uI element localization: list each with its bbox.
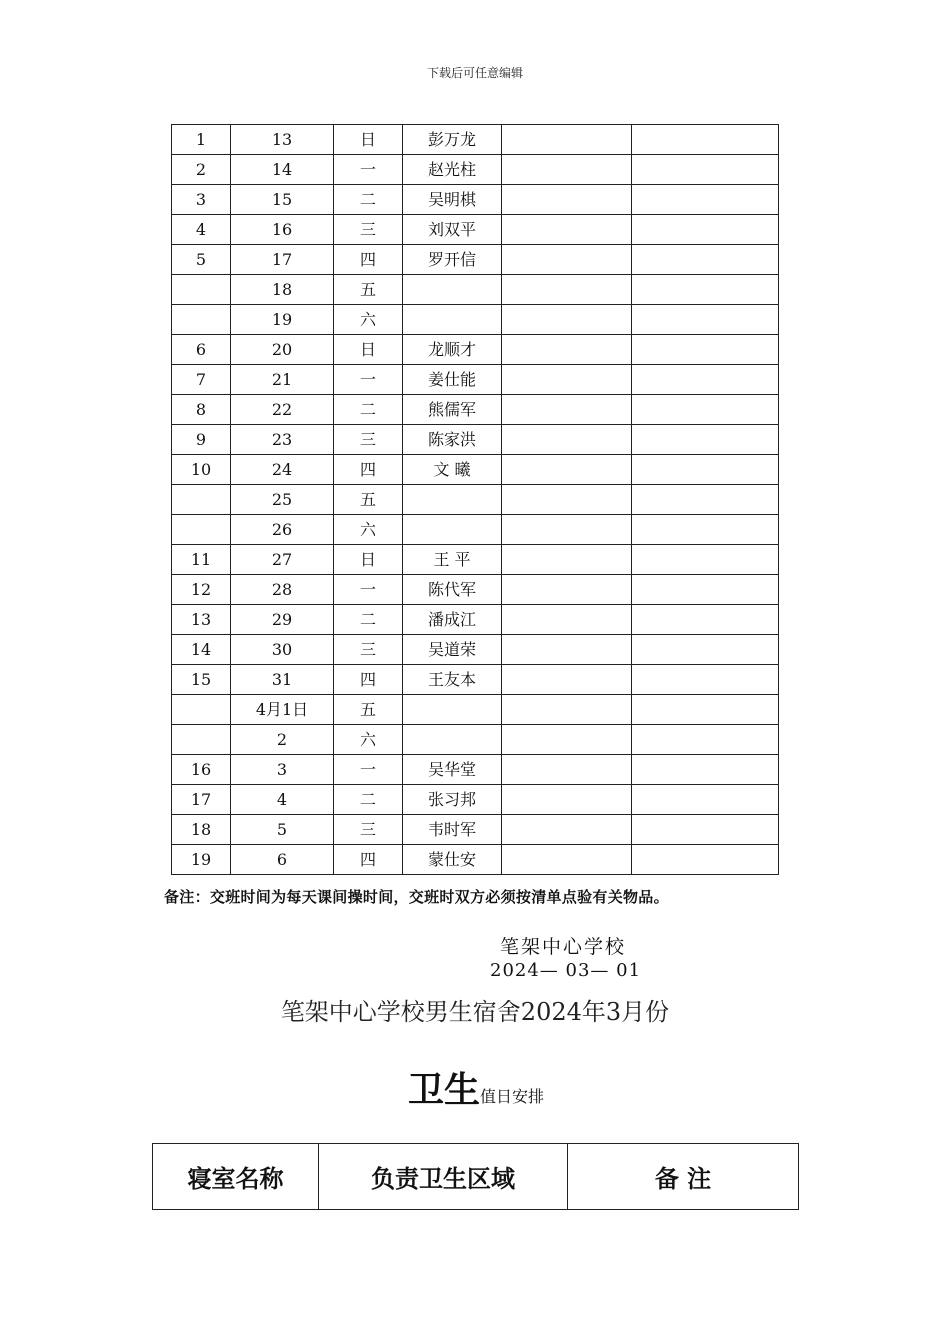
cell-name: 赵光柱 — [403, 155, 502, 185]
header-hygiene-area: 负责卫生区域 — [319, 1144, 568, 1210]
table-row — [172, 605, 779, 635]
cell-row-number: 6 — [172, 335, 231, 365]
cell-weekday: 六 — [334, 725, 403, 755]
cell-weekday: 三 — [334, 635, 403, 665]
cell-date: 27 — [231, 545, 334, 575]
cell-name: 陈家洪 — [403, 425, 502, 455]
cell-weekday: 日 — [334, 335, 403, 365]
cell-blank-a — [502, 575, 632, 605]
hygiene-header-row — [153, 1144, 799, 1210]
cell-date: 18 — [231, 275, 334, 305]
cell-row-number: 15 — [172, 665, 231, 695]
cell-name — [403, 725, 502, 755]
cell-date: 3 — [231, 755, 334, 785]
cell-name: 王友本 — [403, 665, 502, 695]
cell-blank-a — [502, 425, 632, 455]
cell-blank-b — [632, 335, 779, 365]
cell-blank-b — [632, 605, 779, 635]
table-row — [172, 185, 779, 215]
cell-date: 21 — [231, 365, 334, 395]
cell-row-number: 13 — [172, 605, 231, 635]
cell-name: 吴华堂 — [403, 755, 502, 785]
cell-row-number: 2 — [172, 155, 231, 185]
cell-date: 19 — [231, 305, 334, 335]
cell-name: 韦时军 — [403, 815, 502, 845]
cell-blank-b — [632, 635, 779, 665]
cell-blank-b — [632, 425, 779, 455]
header-remark: 备 注 — [568, 1144, 799, 1210]
cell-row-number: 1 — [172, 125, 231, 155]
cell-row-number: 7 — [172, 365, 231, 395]
cell-blank-a — [502, 665, 632, 695]
cell-date: 31 — [231, 665, 334, 695]
table-row — [172, 725, 779, 755]
cell-name: 龙顺才 — [403, 335, 502, 365]
cell-date: 20 — [231, 335, 334, 365]
cell-blank-b — [632, 575, 779, 605]
cell-date: 23 — [231, 425, 334, 455]
cell-blank-b — [632, 185, 779, 215]
cell-row-number — [172, 695, 231, 725]
signature-school: 笔架中心学校 — [500, 936, 627, 958]
table-row — [172, 545, 779, 575]
cell-weekday: 一 — [334, 365, 403, 395]
cell-row-number: 16 — [172, 755, 231, 785]
cell-blank-a — [502, 725, 632, 755]
cell-blank-a — [502, 635, 632, 665]
cell-row-number: 10 — [172, 455, 231, 485]
cell-row-number — [172, 275, 231, 305]
cell-date: 17 — [231, 245, 334, 275]
table-row — [172, 155, 779, 185]
hygiene-subtitle-suffix: 值日安排 — [480, 1087, 545, 1106]
cell-row-number: 5 — [172, 245, 231, 275]
cell-blank-b — [632, 455, 779, 485]
cell-weekday: 五 — [334, 275, 403, 305]
cell-weekday: 四 — [334, 845, 403, 875]
cell-name: 姜仕能 — [403, 365, 502, 395]
cell-row-number: 12 — [172, 575, 231, 605]
cell-name — [403, 485, 502, 515]
table-row — [172, 515, 779, 545]
table-row — [172, 455, 779, 485]
cell-weekday: 一 — [334, 155, 403, 185]
cell-date: 25 — [231, 485, 334, 515]
cell-date: 2 — [231, 725, 334, 755]
cell-weekday: 日 — [334, 125, 403, 155]
cell-blank-b — [632, 275, 779, 305]
cell-blank-b — [632, 515, 779, 545]
cell-blank-b — [632, 845, 779, 875]
cell-date: 30 — [231, 635, 334, 665]
cell-blank-b — [632, 155, 779, 185]
cell-blank-b — [632, 665, 779, 695]
cell-date: 5 — [231, 815, 334, 845]
cell-date: 13 — [231, 125, 334, 155]
header-note: 下载后可任意编辑 — [426, 66, 523, 80]
cell-name — [403, 695, 502, 725]
cell-blank-b — [632, 305, 779, 335]
cell-date: 4月1日 — [231, 695, 334, 725]
cell-weekday: 二 — [334, 185, 403, 215]
table-row — [172, 755, 779, 785]
cell-row-number: 18 — [172, 815, 231, 845]
table-row — [172, 635, 779, 665]
hygiene-subtitle-main: 卫生 — [408, 1069, 481, 1111]
cell-blank-a — [502, 785, 632, 815]
cell-blank-a — [502, 185, 632, 215]
cell-weekday: 五 — [334, 695, 403, 725]
cell-weekday: 二 — [334, 395, 403, 425]
duty-schedule-table — [171, 124, 779, 875]
cell-blank-a — [502, 365, 632, 395]
table-row — [172, 815, 779, 845]
cell-date: 14 — [231, 155, 334, 185]
cell-date: 22 — [231, 395, 334, 425]
cell-weekday: 四 — [334, 245, 403, 275]
cell-name: 熊儒军 — [403, 395, 502, 425]
cell-weekday: 三 — [334, 425, 403, 455]
cell-weekday: 六 — [334, 515, 403, 545]
cell-blank-b — [632, 395, 779, 425]
cell-blank-b — [632, 245, 779, 275]
cell-blank-b — [632, 215, 779, 245]
cell-blank-a — [502, 305, 632, 335]
cell-name — [403, 515, 502, 545]
cell-blank-a — [502, 395, 632, 425]
cell-date: 29 — [231, 605, 334, 635]
cell-blank-a — [502, 335, 632, 365]
cell-blank-a — [502, 815, 632, 845]
cell-weekday: 三 — [334, 215, 403, 245]
cell-blank-a — [502, 545, 632, 575]
hygiene-table — [152, 1143, 799, 1210]
table-row — [172, 275, 779, 305]
cell-name: 蒙仕安 — [403, 845, 502, 875]
cell-blank-b — [632, 815, 779, 845]
cell-row-number: 9 — [172, 425, 231, 455]
cell-weekday: 四 — [334, 455, 403, 485]
table-row — [172, 365, 779, 395]
table-row — [172, 335, 779, 365]
table-row — [172, 485, 779, 515]
cell-blank-a — [502, 245, 632, 275]
cell-date: 6 — [231, 845, 334, 875]
cell-weekday: 一 — [334, 755, 403, 785]
cell-blank-b — [632, 725, 779, 755]
cell-row-number: 17 — [172, 785, 231, 815]
cell-blank-a — [502, 215, 632, 245]
table-row — [172, 665, 779, 695]
cell-name: 吴道荣 — [403, 635, 502, 665]
signature-date: 2024— 03— 01 — [490, 960, 642, 981]
cell-weekday: 一 — [334, 575, 403, 605]
cell-blank-b — [632, 785, 779, 815]
cell-name: 刘双平 — [403, 215, 502, 245]
table-row — [172, 785, 779, 815]
cell-row-number — [172, 515, 231, 545]
table-row — [172, 695, 779, 725]
cell-date: 28 — [231, 575, 334, 605]
cell-weekday: 二 — [334, 605, 403, 635]
cell-name — [403, 305, 502, 335]
cell-blank-a — [502, 155, 632, 185]
cell-row-number — [172, 305, 231, 335]
table-row — [172, 215, 779, 245]
table-row — [172, 125, 779, 155]
table-row — [172, 425, 779, 455]
cell-blank-a — [502, 695, 632, 725]
cell-blank-a — [502, 125, 632, 155]
cell-blank-a — [502, 275, 632, 305]
hygiene-subtitle — [408, 1062, 544, 1113]
cell-row-number — [172, 485, 231, 515]
cell-row-number — [172, 725, 231, 755]
cell-name: 潘成江 — [403, 605, 502, 635]
cell-blank-b — [632, 755, 779, 785]
cell-name: 吴明棋 — [403, 185, 502, 215]
cell-date: 4 — [231, 785, 334, 815]
cell-blank-b — [632, 545, 779, 575]
cell-blank-a — [502, 515, 632, 545]
cell-name: 王 平 — [403, 545, 502, 575]
cell-blank-a — [502, 845, 632, 875]
cell-date: 24 — [231, 455, 334, 485]
cell-blank-b — [632, 695, 779, 725]
cell-blank-b — [632, 365, 779, 395]
cell-weekday: 三 — [334, 815, 403, 845]
cell-blank-b — [632, 485, 779, 515]
header-dorm-name: 寝室名称 — [153, 1144, 319, 1210]
cell-blank-b — [632, 125, 779, 155]
table-row — [172, 395, 779, 425]
cell-blank-a — [502, 755, 632, 785]
cell-row-number: 3 — [172, 185, 231, 215]
cell-date: 16 — [231, 215, 334, 245]
cell-name — [403, 275, 502, 305]
cell-blank-a — [502, 485, 632, 515]
cell-weekday: 二 — [334, 785, 403, 815]
cell-name: 张习邦 — [403, 785, 502, 815]
cell-weekday: 六 — [334, 305, 403, 335]
cell-blank-a — [502, 455, 632, 485]
cell-row-number: 11 — [172, 545, 231, 575]
cell-blank-a — [502, 605, 632, 635]
table-row — [172, 305, 779, 335]
cell-weekday: 四 — [334, 665, 403, 695]
cell-row-number: 14 — [172, 635, 231, 665]
cell-row-number: 4 — [172, 215, 231, 245]
cell-name: 陈代军 — [403, 575, 502, 605]
remark-note: 备注：交班时间为每天课间操时间，交班时双方必须按清单点验有关物品。 — [164, 888, 669, 906]
table-row — [172, 575, 779, 605]
cell-date: 26 — [231, 515, 334, 545]
cell-name: 罗开信 — [403, 245, 502, 275]
dorm-schedule-title: 笔架中心学校男生宿舍2024年3月份 — [280, 998, 670, 1026]
table-row — [172, 845, 779, 875]
cell-name: 文 曦 — [403, 455, 502, 485]
table-row — [172, 245, 779, 275]
cell-date: 15 — [231, 185, 334, 215]
cell-weekday: 日 — [334, 545, 403, 575]
cell-row-number: 8 — [172, 395, 231, 425]
cell-name: 彭万龙 — [403, 125, 502, 155]
cell-row-number: 19 — [172, 845, 231, 875]
cell-weekday: 五 — [334, 485, 403, 515]
